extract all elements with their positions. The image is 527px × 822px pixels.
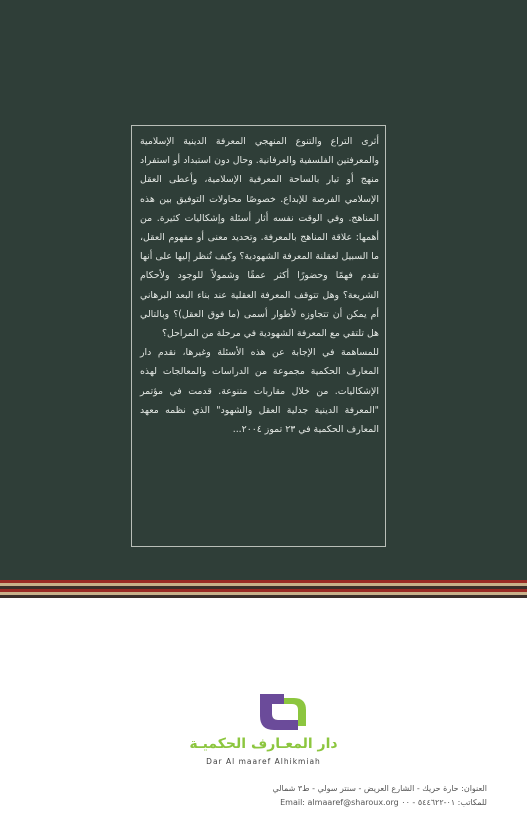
publisher-name-arabic: دار المعـارف الحكميـة [189, 736, 338, 752]
publisher-area [0, 602, 527, 822]
publisher-address [127, 782, 487, 810]
contact-line: للمكاتب: ٠١-٥٤٤٦٢٢ - ٠٠ Email: almaaref@sharoux.org [280, 798, 487, 807]
blurb-paragraph-1: أثرى التراع والتنوع المنهجي المعرفة الدينية الإسلامية والمعرفتين الفلسفية والعرفانية. وحال دون استبداد أو استفراد منهج أو تيار بالساحة المعرفية الإسلامية، وأعطى العقل الإسلامي الفرصة للإبداع. خصوصًا محاولات التوفيق بين هذه المناهج. وفي الوقت نفسه أثار أسئلة وإشكاليات كثيرة. من أهمها: علاقة المناهج بالمعرفة. وتحديد معنى أو مفهوم العقل، ما السبيل لعقلنة المعرفة الشهودية؟ وكيف تُنظر إليها على أنها تقدم فهمًا وحضورًا أكثر عمقًا وشمولاً للوجود ولأحكام الشريعة؟ وهل تتوقف المعرفة العقلية عند بناء البعد البرهاني أم يمكن أن تتجاوزه لأطوار أسمى (ما فوق العقل)؟ وبالتالي هل تلتقي مع المعرفة الشهودية في مرحلة من المراحل؟ [140, 136, 379, 340]
blurb-paragraph-2: للمساهمة في الإجابة عن هذه الأسئلة وغيرها، نقدم دار المعارف الحكمية مجموعة من الدراسات والمعالجات لهذه الإشكاليات. من خلال مقاربات متنوعة. قدمت في مؤتمر "المعرفة الدينية جدلية العقل والشهود" الذي نظمه معهد المعارف الحكمية في ٢٣ تموز ٢٠٠٤... [140, 347, 379, 436]
blurb-text [140, 132, 379, 439]
decorative-stripes [0, 580, 527, 602]
text-frame [131, 125, 386, 547]
address-line: العنوان: حارة حريك - الشارع العريض - سنتر سولي - ط٣ شمالي [272, 784, 487, 793]
publisher-name-english: Dar Al maaref Alhikmiah [206, 757, 321, 766]
publisher-logo-icon [258, 692, 312, 732]
